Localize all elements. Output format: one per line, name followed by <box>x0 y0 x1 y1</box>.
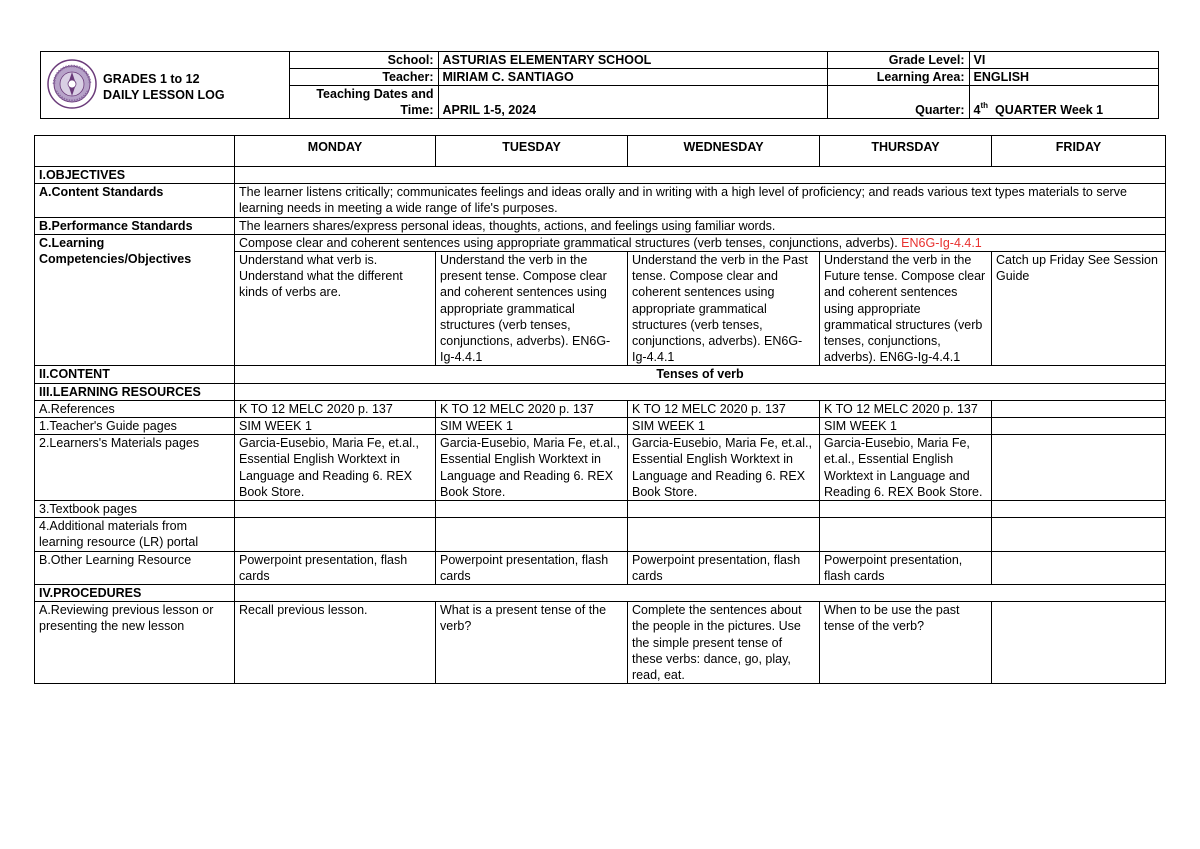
references-row <box>35 400 1166 417</box>
reviewing-thursday: When to be use the past tense of the verb? <box>820 602 992 684</box>
textbook-friday <box>992 501 1166 518</box>
performance-standards-text: The learners shares/express personal ideas, thoughts, actions, and feelings using familiar words. <box>235 217 1166 234</box>
quarter-number: 4 <box>973 103 981 117</box>
reviewing-monday: Recall previous lesson. <box>235 602 436 684</box>
day-monday: MONDAY <box>235 136 436 167</box>
performance-standards-row <box>35 217 1166 234</box>
day-header-blank <box>35 136 235 167</box>
competencies-label-line1: C.Learning <box>39 235 105 250</box>
reference-monday: K TO 12 MELC 2020 p. 137 <box>235 400 436 417</box>
performance-standards-label: B.Performance Standards <box>35 217 235 234</box>
logo-cell <box>41 52 290 118</box>
school-value: ASTURIAS ELEMENTARY SCHOOL <box>438 52 827 69</box>
dates-label <box>290 86 438 119</box>
other-resources-monday: Powerpoint presentation, flash cards <box>235 551 436 584</box>
info-row-school <box>290 52 1158 69</box>
procedures-blank <box>235 585 1166 602</box>
additional-materials-row <box>35 518 1166 551</box>
learning-resources-row <box>35 383 1166 400</box>
learners-materials-friday <box>992 435 1166 501</box>
day-wednesday: WEDNESDAY <box>628 136 820 167</box>
quarter-suffix: th <box>980 101 989 110</box>
info-row-dates <box>290 86 1158 119</box>
other-resources-tuesday: Powerpoint presentation, flash cards <box>436 551 628 584</box>
teachers-guide-wednesday: SIM WEEK 1 <box>628 418 820 435</box>
reference-wednesday: K TO 12 MELC 2020 p. 137 <box>628 400 820 417</box>
content-heading: II.CONTENT <box>35 366 235 383</box>
objective-monday: Understand what verb is. Understand what the different kinds of verbs are. <box>235 252 436 366</box>
reviewing-label: A.Reviewing previous lesson or presenting the new lesson <box>35 602 235 684</box>
dates-label-line2: Time: <box>400 103 434 117</box>
other-resources-row <box>35 551 1166 584</box>
textbook-row <box>35 501 1166 518</box>
day-friday: FRIDAY <box>992 136 1166 167</box>
teachers-guide-row <box>35 418 1166 435</box>
info-table <box>290 52 1158 118</box>
dates-value: APRIL 1-5, 2024 <box>438 86 827 119</box>
grade-label: Grade Level: <box>827 52 969 69</box>
objective-wednesday: Understand the verb in the Past tense. Compose clear and coherent sentences using appropriate grammatical structures (verb tenses, conjunctions, adverbs). EN6G-Ig-4.4.1 <box>628 252 820 366</box>
additional-friday <box>992 518 1166 551</box>
quarter-text: QUARTER Week 1 <box>994 103 1104 117</box>
reviewing-tuesday: What is a present tense of the verb? <box>436 602 628 684</box>
teachers-guide-label: 1.Teacher's Guide pages <box>35 418 235 435</box>
learners-materials-wednesday: Garcia-Eusebio, Maria Fe, et.al., Essential English Worktext in Language and Reading 6. REX Book Store. <box>628 435 820 501</box>
teachers-guide-tuesday: SIM WEEK 1 <box>436 418 628 435</box>
textbook-tuesday <box>436 501 628 518</box>
references-label: A.References <box>35 400 235 417</box>
competency-code: EN6G-Ig-4.4.1 <box>901 235 982 250</box>
objective-tuesday: Understand the verb in the present tense. Compose clear and coherent sentences using appropriate grammatical structures (verb tenses, conjunctions, adverbs). EN6G-Ig-4.4.1 <box>436 252 628 366</box>
area-value: ENGLISH <box>969 69 1158 86</box>
objectives-heading: I.OBJECTIVES <box>35 167 235 184</box>
content-standards-label: A.Content Standards <box>35 184 235 217</box>
learners-materials-thursday: Garcia-Eusebio, Maria Fe, et.al., Essential English Worktext in Language and Reading 6. REX Book Store. <box>820 435 992 501</box>
competencies-row <box>35 234 1166 251</box>
info-row-teacher <box>290 69 1158 86</box>
procedures-row <box>35 585 1166 602</box>
log-title-line2: DAILY LESSON LOG <box>103 88 225 102</box>
quarter-value <box>969 86 1158 119</box>
reviewing-row <box>35 602 1166 684</box>
competencies-statement: Compose clear and coherent sentences using appropriate grammatical structures (verb tenses, conjunctions, adverbs). <box>239 235 898 250</box>
competencies-label-line2: Competencies/Objectives <box>39 252 192 267</box>
additional-thursday <box>820 518 992 551</box>
reference-tuesday: K TO 12 MELC 2020 p. 137 <box>436 400 628 417</box>
day-thursday: THURSDAY <box>820 136 992 167</box>
competencies-label <box>35 234 235 366</box>
procedures-heading: IV.PROCEDURES <box>35 585 235 602</box>
additional-tuesday <box>436 518 628 551</box>
learners-materials-monday: Garcia-Eusebio, Maria Fe, et.al., Essential English Worktext in Language and Reading 6. REX Book Store. <box>235 435 436 501</box>
area-label: Learning Area: <box>827 69 969 86</box>
lesson-log-table <box>34 135 1166 684</box>
textbook-wednesday <box>628 501 820 518</box>
competencies-text <box>235 234 1166 251</box>
school-label: School: <box>290 52 438 69</box>
teachers-guide-thursday: SIM WEEK 1 <box>820 418 992 435</box>
content-standards-row <box>35 184 1166 217</box>
other-resources-friday <box>992 551 1166 584</box>
objective-thursday: Understand the verb in the Future tense. Compose clear and coherent sentences using appropriate grammatical structures (verb tenses, conjunctions, adverbs). EN6G-Ig-4.4.1 <box>820 252 992 366</box>
learning-resources-blank <box>235 383 1166 400</box>
content-row <box>35 366 1166 383</box>
textbook-thursday <box>820 501 992 518</box>
additional-materials-label: 4.Additional materials from learning resource (LR) portal <box>35 518 235 551</box>
learners-materials-row <box>35 435 1166 501</box>
day-header-row <box>35 136 1166 167</box>
other-resources-wednesday: Powerpoint presentation, flash cards <box>628 551 820 584</box>
grade-value: VI <box>969 52 1158 69</box>
header-box <box>40 51 1159 119</box>
other-resources-thursday: Powerpoint presentation, flash cards <box>820 551 992 584</box>
objective-friday: Catch up Friday See Session Guide <box>992 252 1166 366</box>
learners-materials-label: 2.Learners's Materials pages <box>35 435 235 501</box>
reference-thursday: K TO 12 MELC 2020 p. 137 <box>820 400 992 417</box>
textbook-monday <box>235 501 436 518</box>
reference-friday <box>992 400 1166 417</box>
objectives-blank <box>235 167 1166 184</box>
log-title-line1: GRADES 1 to 12 <box>103 72 200 86</box>
deped-seal-icon <box>47 57 97 111</box>
reviewing-friday <box>992 602 1166 684</box>
teacher-value: MIRIAM C. SANTIAGO <box>438 69 827 86</box>
quarter-label: Quarter: <box>827 86 969 119</box>
teacher-label: Teacher: <box>290 69 438 86</box>
day-tuesday: TUESDAY <box>436 136 628 167</box>
dates-label-line1: Teaching Dates and <box>316 87 434 101</box>
other-resources-label: B.Other Learning Resource <box>35 551 235 584</box>
objectives-row <box>35 167 1166 184</box>
teachers-guide-monday: SIM WEEK 1 <box>235 418 436 435</box>
content-topic: Tenses of verb <box>235 366 1166 383</box>
textbook-label: 3.Textbook pages <box>35 501 235 518</box>
reviewing-wednesday: Complete the sentences about the people in the pictures. Use the simple present tense of these verbs: dance, go, play, read, eat. <box>628 602 820 684</box>
learning-resources-heading: III.LEARNING RESOURCES <box>35 383 235 400</box>
learners-materials-tuesday: Garcia-Eusebio, Maria Fe, et.al., Essential English Worktext in Language and Reading 6. REX Book Store. <box>436 435 628 501</box>
additional-monday <box>235 518 436 551</box>
additional-wednesday <box>628 518 820 551</box>
teachers-guide-friday <box>992 418 1166 435</box>
content-standards-text: The learner listens critically; communicates feelings and ideas orally and in writing with a high level of proficiency; and reads various text types materials to serve learning needs in meeting a wide range of life's purposes. <box>235 184 1166 217</box>
log-title <box>103 71 225 103</box>
